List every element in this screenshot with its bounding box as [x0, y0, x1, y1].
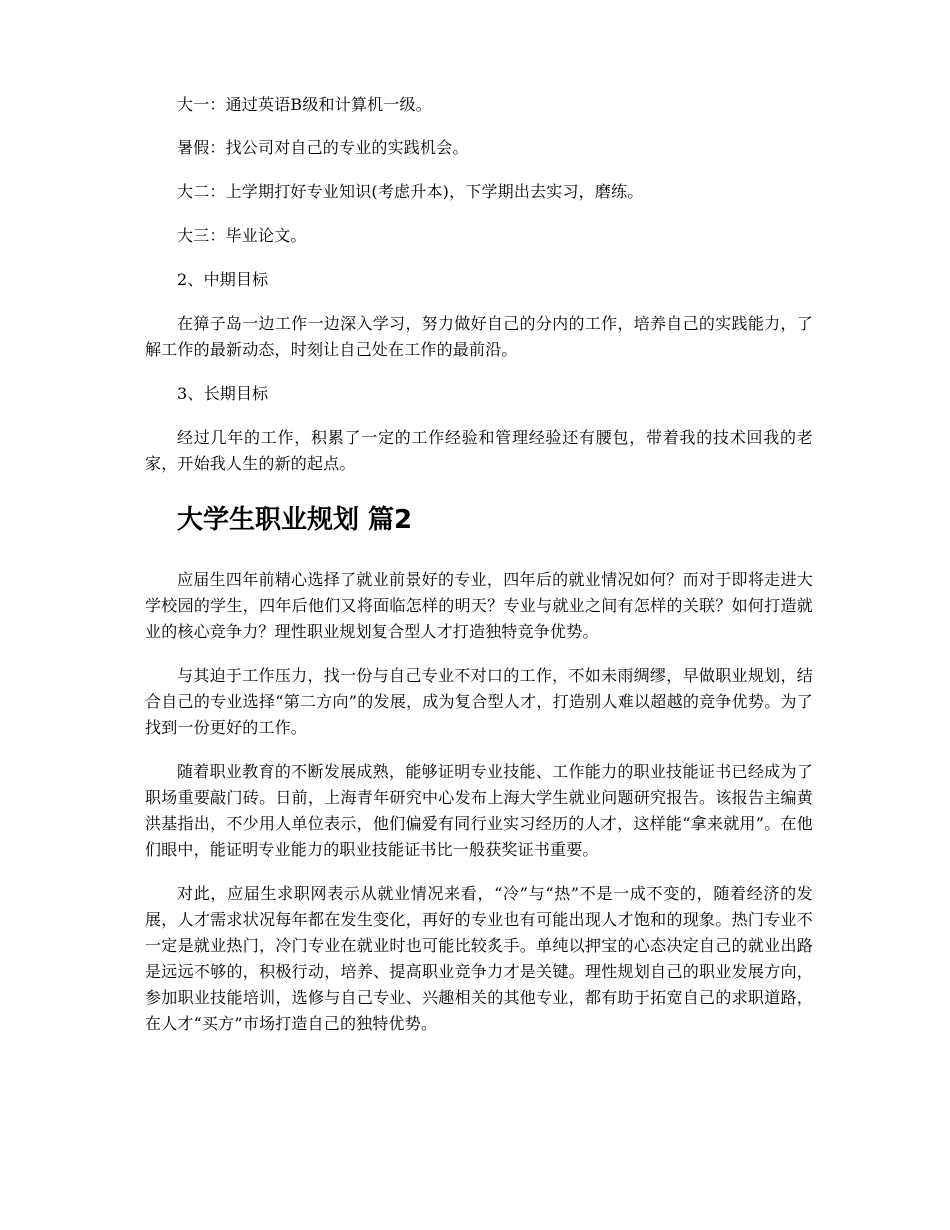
section-heading: 大学生职业规划 篇2 [177, 505, 413, 535]
subheading-long-term-goal: 3、长期目标 [177, 384, 269, 403]
paragraph-intro: 应届生四年前精心选择了就业前景好的专业，四年后的就业情况如何？而对于即将走进大学校园的学生，四年后他们又将面临怎样的明天？专业与就业之间有怎样的关联？如何打造就业的核心竞争力？理性职业规划复合型人才打造独特竞争优势。 [145, 570, 813, 641]
paragraph-certificates: 随着职业教育的不断发展成熟，能够证明专业技能、工作能力的职业技能证书已经成为了职场重要敲门砖。日前，上海青年研究中心发布上海大学生就业问题研究报告。该报告主编黄洪基指出，不少用人单位表示，他们偏爱有同行业实习经历的人才，这样能“拿来就用”。在他们眼中，能证明专业能力的职业技能证书比一般获奖证书重要。 [145, 762, 813, 859]
paragraph-summer: 暑假：找公司对自己的专业的实践机会。 [177, 138, 469, 157]
paragraph-mid-term: 在獐子岛一边工作一边深入学习，努力做好自己的分内的工作，培养自己的实践能力，了解工作的最新动态，时刻让自己处在工作的最前沿。 [145, 314, 813, 359]
subheading-mid-term-goal: 2、中期目标 [177, 270, 269, 289]
paragraph-year3: 大三：毕业论文。 [177, 226, 307, 245]
paragraph-long-term: 经过几年的工作，积累了一定的工作经验和管理经验还有腰包，带着我的技术回我的老家，开始我人生的新的起点。 [145, 428, 813, 473]
paragraph-hot-cold-majors: 对此，应届生求职网表示从就业情况来看，“冷”与“热”不是一成不变的，随着经济的发展，人才需求状况每年都在发生变化，再好的专业也有可能出现人才饱和的现象。热门专业不一定是就业热门，冷门专业在就业时也可能比较炙手。单纯以押宝的心态决定自己的就业出路是远远不够的，积极行动，培养、提高职业竞争力才是关键。理性规划自己的职业发展方向，参加职业技能培训，选修与自己专业、兴趣相关的其他专业，都有助于拓宽自己的求职道路，在人才“买方”市场打造自己的独特优势。 [145, 884, 813, 1033]
document-page [145, 92, 813, 1055]
paragraph-second-direction: 与其迫于工作压力，找一份与自己专业不对口的工作，不如未雨绸缪，早做职业规划，结合自己的专业选择“第二方向”的发展，成为复合型人才，打造别人难以超越的竞争优势。为了找到一份更好的工作。 [145, 666, 813, 737]
paragraph-year1: 大一：通过英语B级和计算机一级。 [177, 95, 432, 114]
paragraph-year2: 大二：上学期打好专业知识(考虑升本)，下学期出去实习，磨练。 [177, 182, 644, 201]
